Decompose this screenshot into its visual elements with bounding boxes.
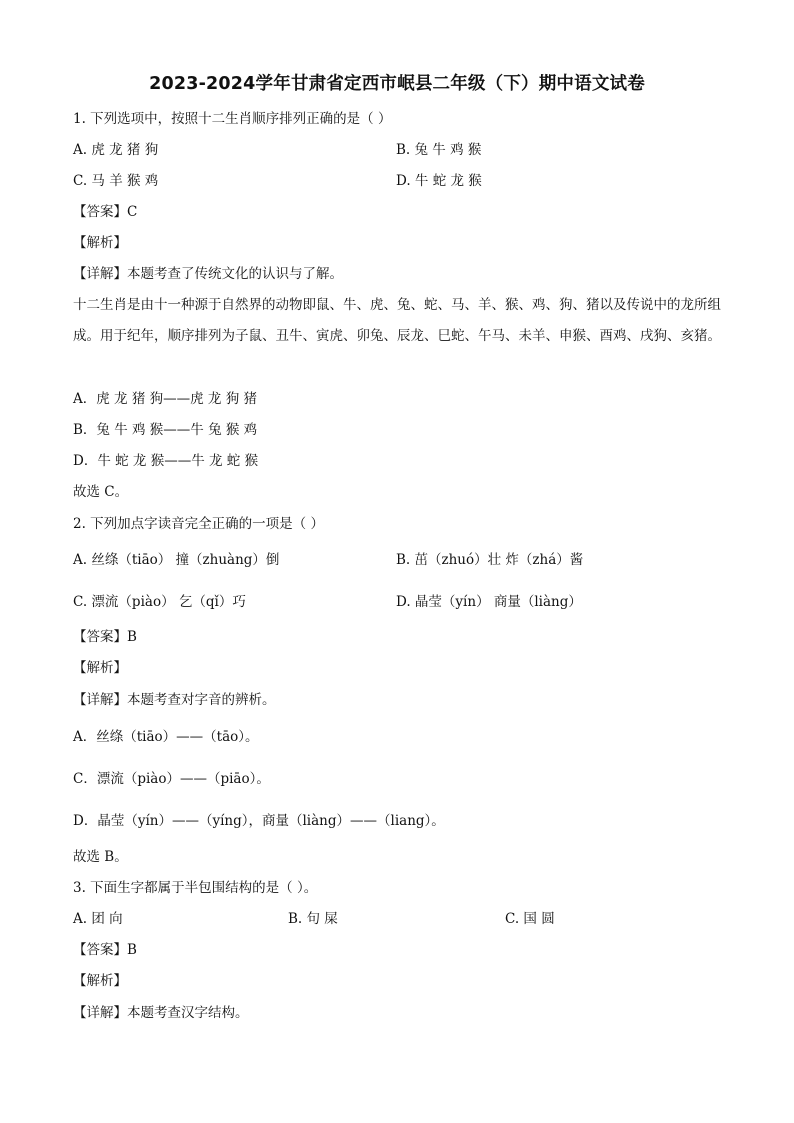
question-2-correction-d: D．晶莹（yín）——（yíng），商量（liàng）——（liang）。 [73,813,445,829]
question-2-option-b: B. 茁（zhuó）壮 炸（zhá）酱 [396,552,584,568]
question-1-option-d: D. 牛 蛇 龙 猴 [396,173,482,189]
question-2-correction-c: C．漂流（piào）——（piāo）。 [73,771,270,787]
question-2-stem: 2. 下列加点字读音完全正确的一项是（ ） [73,516,324,532]
question-1-analysis-label: 【解析】 [73,235,127,251]
question-2-option-d: D. 晶莹（yín） 商量（liàng） [396,594,582,610]
question-1-correction-a: A．虎 龙 猪 狗——虎 龙 狗 猪 [73,391,257,407]
question-2-analysis-label: 【解析】 [73,660,127,676]
question-1-option-c: C. 马 羊 猴 鸡 [73,173,159,189]
question-1-answer: 【答案】C [73,204,138,220]
question-3-answer: 【答案】B [73,942,137,958]
question-2-correction-a: A．丝绦（tiāo）——（tāo）。 [73,729,259,745]
question-1-detail: 【详解】本题考查了传统文化的认识与了解。 [73,266,343,282]
question-2-option-c: C. 漂流（piào） 乞（qǐ）巧 [73,594,246,610]
question-3-option-c: C. 国 圆 [505,911,555,927]
question-2-option-a: A. 丝绦（tiāo） 撞（zhuàng）倒 [73,552,280,568]
question-1-option-a: A. 虎 龙 猪 狗 [73,142,159,158]
question-1-option-b: B. 兔 牛 鸡 猴 [396,142,482,158]
question-3-stem: 3. 下面生字都属于半包围结构的是（ ）。 [73,880,318,896]
question-3-detail: 【详解】本题考查汉字结构。 [73,1005,249,1021]
page-title: 2023-2024学年甘肃省定西市岷县二年级（下）期中语文试卷 [149,74,645,94]
question-1-conclusion: 故选 C。 [73,484,129,500]
question-3-analysis-label: 【解析】 [73,973,127,989]
question-3-option-a: A. 团 向 [73,911,123,927]
question-1-correction-b: B．兔 牛 鸡 猴——牛 兔 猴 鸡 [73,422,258,438]
question-2-answer: 【答案】B [73,629,137,645]
question-2-detail: 【详解】本题考查对字音的辨析。 [73,692,276,708]
question-1-correction-d: D．牛 蛇 龙 猴——牛 龙 蛇 猴 [73,453,259,469]
question-2-conclusion: 故选 B。 [73,849,128,865]
question-1-stem: 1. 下列选项中，按照十二生肖顺序排列正确的是（ ） [73,111,392,127]
question-1-explanation: 十二生肖是由十一种源于自然界的动物即鼠、牛、虎、兔、蛇、马、羊、猴、鸡、狗、猪以及传说中的龙所组成。用于纪年，顺序排列为子鼠、丑牛、寅虎、卯兔、辰龙、巳蛇、午马、未羊、申猴、酉鸡、戌狗、亥猪。 [73,297,721,344]
question-3-option-b: B. 句 屎 [288,911,338,927]
